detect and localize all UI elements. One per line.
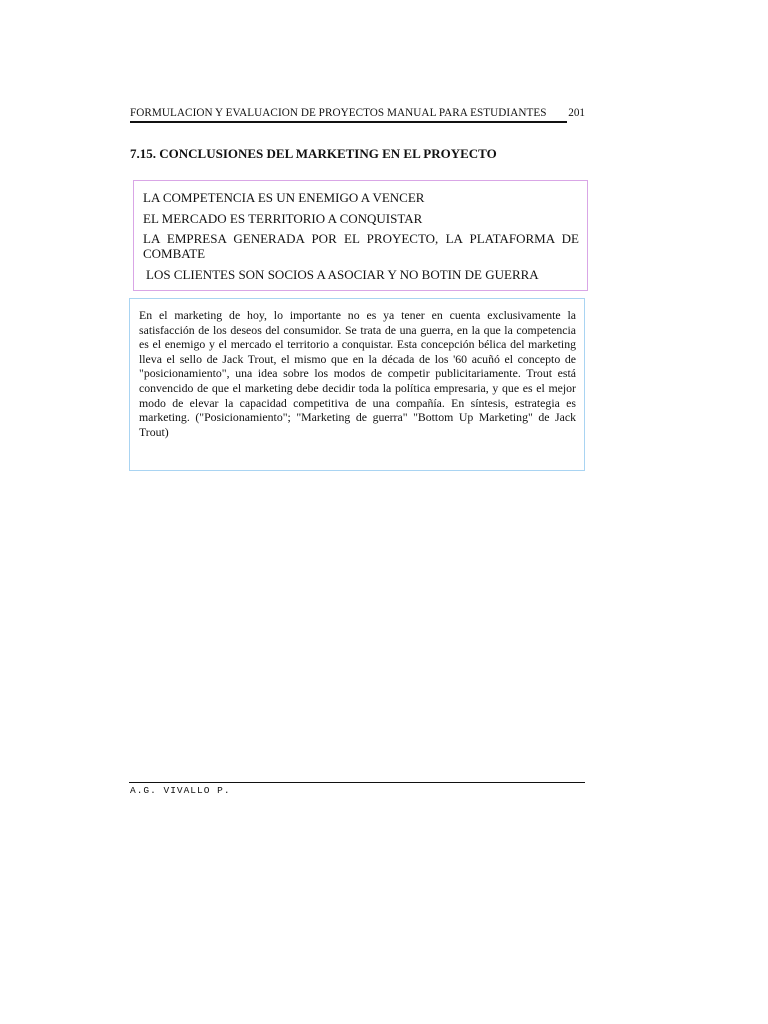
page-number: 201 xyxy=(568,107,585,119)
body-paragraph: En el marketing de hoy, lo importante no es ya tener en cuenta exclusivamente la satisfacción de los deseos del consumidor. Se trata de una guerra, en la que la competencia es el enemigo y el mercado el territorio a conquistar. Esta concepción bélica del marketing lleva el sello de Jack Trout, el mismo que en la década de los '60 acuñó el concepto de "posicionamiento", una idea sobre los modos de competir publicitariamente. Trout está convencido de que el marketing debe decidir toda la política empresaria, y que es el mejor modo de elevar la capacidad competitiva de una compañía. En síntesis, estrategia es marketing. ("Posicionamiento"; "Marketing de guerra" "Bottom Up Marketing" de Jack Trout) xyxy=(139,308,576,439)
header-rule xyxy=(130,121,567,123)
principle-line: LA COMPETENCIA ES UN ENEMIGO A VENCER xyxy=(143,190,425,205)
running-header xyxy=(130,107,585,123)
section-heading: 7.15. CONCLUSIONES DEL MARKETING EN EL PROYECTO xyxy=(130,146,497,161)
principles-box xyxy=(133,180,588,291)
text-box xyxy=(129,298,585,471)
header-title: FORMULACION Y EVALUACION DE PROYECTOS MANUAL PARA ESTUDIANTES xyxy=(130,107,547,119)
footer-rule xyxy=(129,782,585,783)
principle-line: EL MERCADO ES TERRITORIO A CONQUISTAR xyxy=(143,210,423,226)
footer-author: A.G. VIVALLO P. xyxy=(130,785,231,796)
principle-line: LOS CLIENTES SON SOCIOS A ASOCIAR Y NO BOTIN DE GUERRA xyxy=(146,266,539,282)
principle-line: LA EMPRESA GENERADA POR EL PROYECTO, LA PLATAFORMA DE COMBATE xyxy=(143,231,579,261)
